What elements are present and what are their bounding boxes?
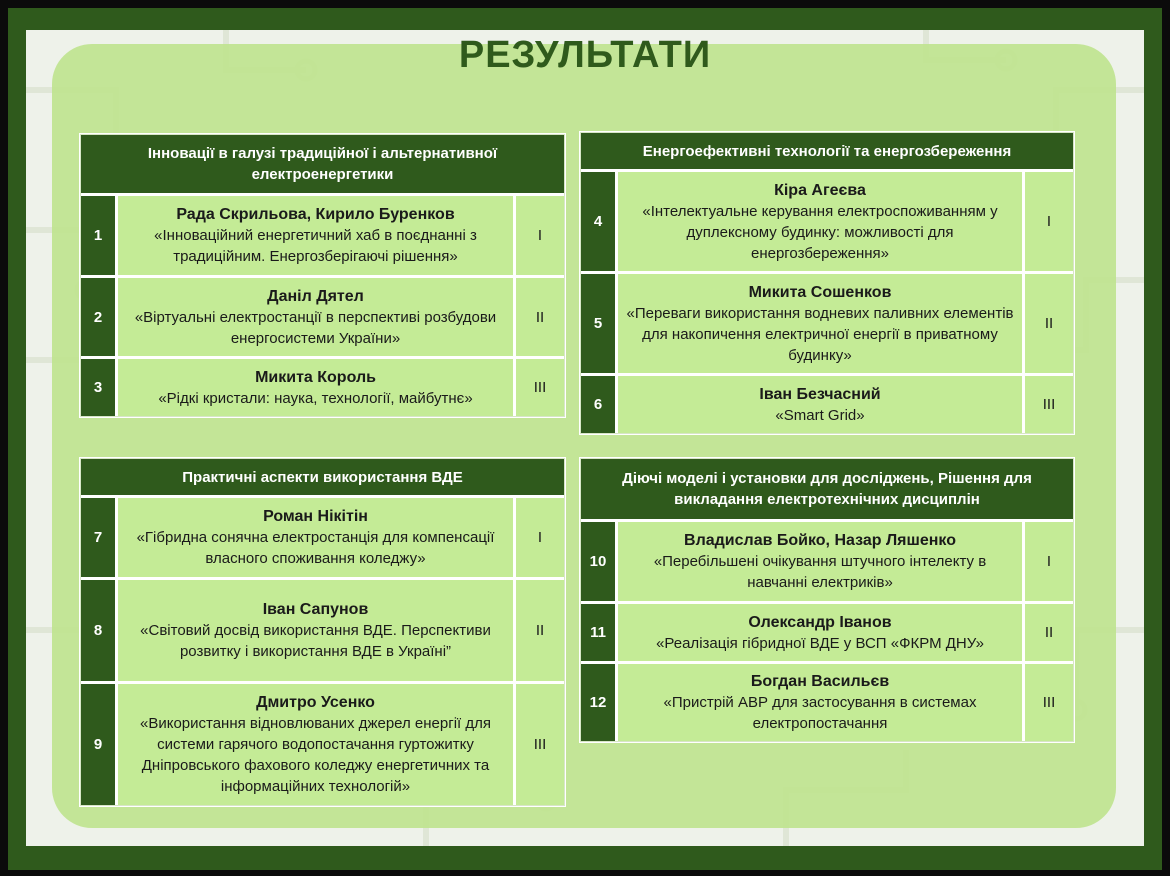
project-topic: «Реалізація гібридної ВДЕ у ВСП «ФКРМ ДНУ» <box>656 634 984 652</box>
row-content <box>618 604 1022 661</box>
table-row <box>581 373 1073 433</box>
row-number: 4 <box>581 172 615 271</box>
place-award: I <box>1025 172 1073 271</box>
project-topic: «Віртуальні електростанції в перспективі розбудови енергосистеми України» <box>134 308 497 347</box>
page-title: РЕЗУЛЬТАТИ <box>458 34 712 76</box>
author-names: Роман Нікітін <box>263 508 368 525</box>
section-working-models <box>580 458 1074 742</box>
section-header: Енергоефективні технології та енергозбереження <box>581 133 1073 169</box>
table-row <box>81 275 564 356</box>
place-award: III <box>516 359 564 416</box>
table-row <box>81 577 564 681</box>
row-content <box>118 498 513 577</box>
place-award: II <box>1025 604 1073 661</box>
author-names: Олександр Іванов <box>748 613 892 631</box>
row-number: 3 <box>81 359 115 416</box>
row-number: 8 <box>81 580 115 681</box>
row-number: 2 <box>81 278 115 356</box>
table-row <box>81 495 564 577</box>
section-header: Інновації в галузі традиційної і альтернативної електроенергетики <box>81 135 564 193</box>
project-topic: «Гібридна сонячна електростанція для компенсації власного споживання коледжу» <box>136 529 495 567</box>
place-award: II <box>516 580 564 681</box>
project-topic: «Світовий досвід використання ВДЕ. Перспективи розвитку і використання ВДЕ в Україні” <box>140 622 491 660</box>
table-row <box>581 519 1073 601</box>
author-names: Кіра Агеєва <box>774 181 866 199</box>
project-topic: «Рідкі кристали: наука, технології, майбутнє» <box>158 389 473 407</box>
row-content <box>118 580 513 681</box>
author-names: Дмитро Усенко <box>256 694 375 711</box>
place-award: II <box>1025 274 1073 373</box>
row-number: 6 <box>581 376 615 433</box>
row-content <box>118 684 513 805</box>
author-names: Даніл Дятел <box>267 287 364 305</box>
row-number: 5 <box>581 274 615 373</box>
table-row <box>581 271 1073 373</box>
row-content <box>618 274 1022 373</box>
section-header: Практичні аспекти використання ВДЕ <box>81 459 564 495</box>
place-award: I <box>516 498 564 577</box>
place-award: I <box>1025 522 1073 601</box>
row-content <box>118 196 513 275</box>
row-content <box>118 278 513 356</box>
row-number: 7 <box>81 498 115 577</box>
project-topic: «Переваги використання водневих паливних елементів для накопичення електричної енергії в приватному будинку» <box>626 304 1014 364</box>
section-renewable-practice <box>80 458 565 806</box>
section-header: Діючі моделі і установки для досліджень, Рішення для викладання електротехнічних дисциплін <box>581 459 1073 519</box>
project-topic: «Перебільшені очікування штучного інтелекту в навчанні електриків» <box>653 553 987 591</box>
project-topic: «Інтелектуальне керування електроспоживанням у дуплексному будинку: можливості для енергозбереження» <box>642 202 998 262</box>
place-award: III <box>516 684 564 805</box>
row-content <box>618 376 1022 433</box>
section-traditional-alternative <box>80 134 565 417</box>
row-content <box>618 664 1022 741</box>
table-row <box>581 661 1073 741</box>
row-content <box>618 172 1022 271</box>
place-award: III <box>1025 376 1073 433</box>
place-award: II <box>516 278 564 356</box>
author-names: Владислав Бойко, Назар Ляшенко <box>684 532 956 549</box>
row-number: 12 <box>581 664 615 741</box>
table-row <box>81 681 564 805</box>
author-names: Богдан Васильєв <box>750 673 890 690</box>
project-topic: «Інноваційний енергетичний хаб в поєднанні з традиційним. Енергозберігаючі рішення» <box>154 227 477 265</box>
row-content <box>618 522 1022 601</box>
author-names: Іван Безчасний <box>759 385 881 403</box>
row-number: 1 <box>81 196 115 275</box>
author-names: Рада Скрильова, Кирило Буренков <box>176 206 455 223</box>
author-names: Микита Король <box>255 368 376 386</box>
row-number: 10 <box>581 522 615 601</box>
row-number: 9 <box>81 684 115 805</box>
table-row <box>81 193 564 275</box>
table-row <box>581 169 1073 271</box>
place-award: I <box>516 196 564 275</box>
author-names: Іван Сапунов <box>262 601 369 618</box>
project-topic: «Smart Grid» <box>775 406 865 424</box>
table-row <box>81 356 564 416</box>
row-number: 11 <box>581 604 615 661</box>
place-award: III <box>1025 664 1073 741</box>
project-topic: «Пристрій АВР для застосування в системах електропостачання <box>663 694 977 732</box>
table-row <box>581 601 1073 661</box>
row-content <box>118 359 513 416</box>
project-topic: «Використання відновлюваних джерел енергії для системи гарячого водопостачання гуртожитку Дніпровського фахового коледжу енергетичних та інформаційних технологій» <box>139 715 491 795</box>
author-names: Микита Сошенков <box>748 283 892 301</box>
section-energy-efficiency <box>580 132 1074 434</box>
